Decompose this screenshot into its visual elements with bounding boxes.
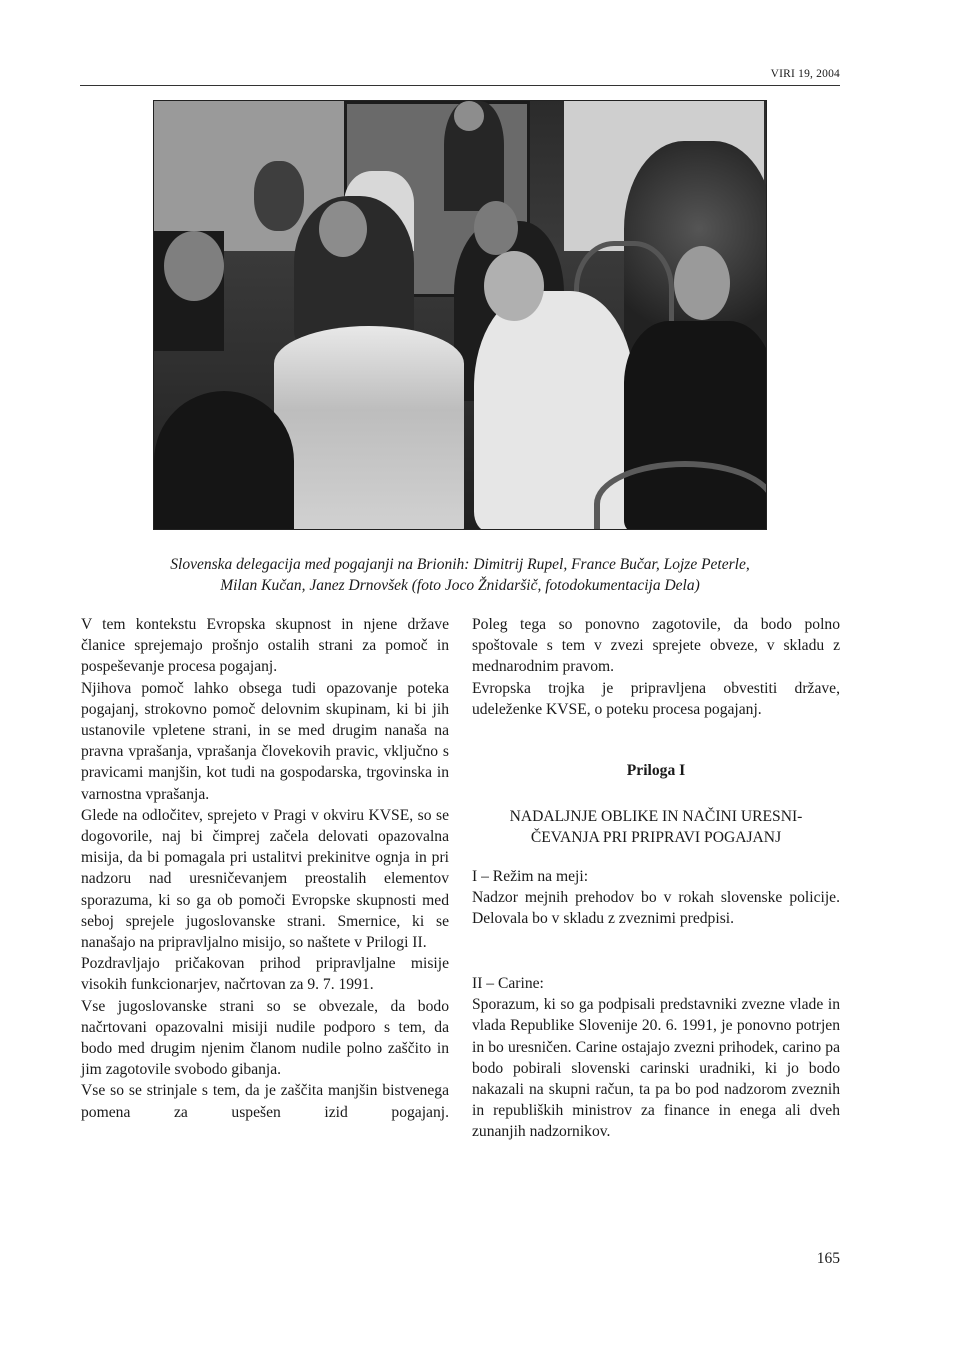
header-rule (80, 85, 840, 86)
photo-head-bald (319, 201, 367, 257)
paragraph: Njihova pomoč lahko obsega tudi opazovanje poteka pogajanj, strokovno pomoč delovnim skupinam, ki bi jih ustanovile vpletene strani, in se med drugim nanaša na pravna vprašanja, vprašanja človekovih pravic, vključno s pravicami manjšin, kot tudi na gospodarska, trgovinska in varnostna vprašanja. (81, 679, 449, 803)
caption-line-2: Milan Kučan, Janez Drnovšek (foto Joco Žnidaršič, fotodokumentacija Dela) (220, 577, 700, 594)
photo-head-foreground (164, 231, 224, 301)
left-column (81, 614, 449, 1123)
paragraph: Vse so se strinjale s tem, da je zaščita manjšin bistvenega pomena za uspešen izid pogajanj. (81, 1082, 449, 1121)
page-number: 165 (816, 1250, 840, 1267)
photo-person-foreground (154, 391, 294, 530)
paragraph: Evropska trojka je pripravljena obvestiti države, udeleženke KVSE, o poteku procesa pogajanj. (472, 679, 840, 718)
photo-standing-head (454, 101, 484, 131)
annex-heading-line-2: ČEVANJA PRI PRIPRAVI POGAJANJ (530, 829, 782, 847)
section-title: I – Režim na meji: (472, 868, 589, 885)
photo-head-right (674, 246, 730, 320)
annex-heading (472, 806, 840, 848)
section-customs (472, 973, 840, 1143)
right-column (472, 614, 840, 720)
paragraph: Poleg tega so ponovno zagotovile, da bodo polno spoštovale s tem v zvezi sprejete obveze, v skladu z mednarodnim pravom. (472, 616, 840, 676)
section-text: Nadzor mejnih prehodov bo v rokah slovenske policije. Delovala bo v skladu z zveznimi predpisi. (472, 889, 840, 928)
annex-title: Priloga I (626, 762, 686, 779)
paragraph: Glede na odločitev, sprejeto v Pragi v okviru KVSE, so se dogovorile, naj bi čimprej začela delovati opazovalna misija, da bi pomagala pri ustalitvi prekinitve ognja in pri nadzoru nad uresničevanjem preostalih elementov sporazuma, ki so ga ob pomoči Evropske skupnosti med seboj sprejele jugoslovanske strani. Smernice, ki se nanašajo na pripravljalno misijo, so naštete v Prilogi II. (81, 806, 449, 952)
delegation-photo (153, 100, 767, 530)
section-text: Sporazum, ki so ga podpisali predstavniki zvezne vlade in vlada Republike Slovenije 20. 6. 1991, je ponovno potrjen in bo uresničen. Carine ostajajo zvezni prihodek, carino pa bodo pobirali slovenski carinski uradniki, ki jo bodo nakazali na skupni račun, ta pa bo pod nadzorom zveznih in republiških ministrov za finance in enega ali dveh zunanjih nadzornikov. (472, 996, 840, 1141)
photo-caption (80, 554, 840, 596)
section-title: II – Carine: (472, 975, 544, 992)
paragraph: Pozdravljajo pričakovan prihod pripravljalne misije visokih funkcionarjev, načrtovan za 9. 7. 1991. (81, 955, 449, 994)
paragraph: V tem kontekstu Evropska skupnost in njene države članice sprejemajo prošnjo ostalih strani za pomoč in pospeševanje procesa pogajanj. (81, 616, 449, 676)
photo-background-woman (254, 161, 304, 231)
annex-heading-line-1: NADALJNJE OBLIKE IN NAČINI URESNI- (509, 808, 803, 825)
photo-round-table (274, 326, 464, 530)
photo-head-white-hair (484, 251, 544, 321)
caption-line-1: Slovenska delegacija med pogajanji na Brionih: Dimitrij Rupel, France Bučar, Lojze Peterle, (170, 556, 750, 573)
section-border-regime (472, 866, 840, 930)
running-head: VIRI 19, 2004 (770, 68, 840, 80)
photo-head-glasses (474, 201, 518, 255)
paragraph: Vse jugoslovanske strani so se obvezale, da bodo načrtovani opazovalni misiji nudile podporo s tem, da bodo med drugim njenim članom nudile polno zaščito in jim zagotovile svobodo gibanja. (81, 997, 449, 1079)
